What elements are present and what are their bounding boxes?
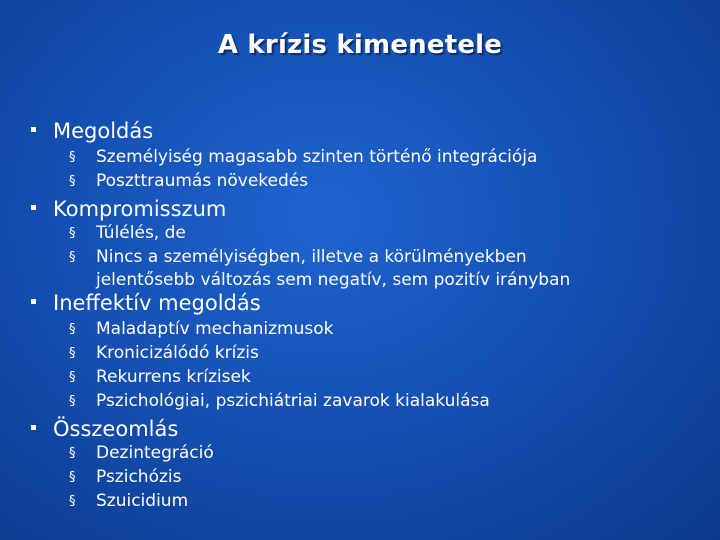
sub-bullet-text: Pszichózis bbox=[96, 467, 182, 487]
bullet-label: Összeomlás bbox=[53, 417, 179, 441]
bullet-label: Megoldás bbox=[53, 119, 154, 143]
sub-bullet-text: Poszttraumás növekedés bbox=[96, 171, 309, 191]
sub-bullet bbox=[69, 466, 182, 489]
section-sign-bullet-icon: § bbox=[69, 150, 76, 165]
sub-bullet bbox=[69, 246, 571, 292]
slide-title: A krízis kimenetele bbox=[217, 30, 503, 60]
bullet-label: Kompromisszum bbox=[53, 197, 227, 221]
section-sign-bullet-icon: § bbox=[69, 346, 76, 361]
sub-bullet-text: Pszichológiai, pszichiátriai zavarok kialakulása bbox=[96, 391, 490, 411]
square-bullet-icon bbox=[31, 127, 36, 132]
square-bullet-icon bbox=[31, 425, 36, 430]
sub-bullet bbox=[69, 318, 334, 341]
square-bullet-icon bbox=[31, 299, 36, 304]
sub-bullet-text: Maladaptív mechanizmusok bbox=[96, 319, 334, 339]
section-sign-bullet-icon: § bbox=[69, 494, 76, 509]
bullet-kompromisszum bbox=[53, 196, 226, 222]
bullet-megoldas bbox=[53, 118, 153, 144]
section-sign-bullet-icon: § bbox=[69, 470, 76, 485]
bullet-label: Ineffektív megoldás bbox=[53, 291, 261, 315]
section-sign-bullet-icon: § bbox=[69, 370, 76, 385]
sub-bullet-text: Szuicidium bbox=[96, 491, 189, 511]
square-bullet-icon bbox=[31, 205, 36, 210]
sub-bullet bbox=[69, 390, 490, 413]
sub-bullet bbox=[69, 170, 309, 193]
section-sign-bullet-icon: § bbox=[69, 174, 76, 189]
sub-bullet bbox=[69, 490, 189, 513]
sub-bullet bbox=[69, 366, 251, 389]
sub-bullet-text-continuation: jelentősebb változás sem negatív, sem pozitív irányban bbox=[96, 270, 571, 290]
sub-bullet bbox=[69, 146, 538, 169]
sub-bullet-text: Kronicizálódó krízis bbox=[96, 343, 259, 363]
sub-bullet bbox=[69, 342, 259, 365]
sub-bullet-text: Nincs a személyiségben, illetve a körülményekben bbox=[96, 247, 527, 267]
bullet-osszeomlas bbox=[53, 416, 178, 442]
sub-bullet-text: Személyiség magasabb szinten történő integrációja bbox=[96, 147, 538, 167]
bullet-ineffektiv-megoldas bbox=[53, 290, 261, 316]
section-sign-bullet-icon: § bbox=[69, 394, 76, 409]
section-sign-bullet-icon: § bbox=[69, 322, 76, 337]
section-sign-bullet-icon: § bbox=[69, 226, 76, 241]
sub-bullet bbox=[69, 442, 214, 465]
sub-bullet-text: Dezintegráció bbox=[96, 443, 214, 463]
section-sign-bullet-icon: § bbox=[69, 250, 76, 265]
sub-bullet bbox=[69, 222, 186, 245]
section-sign-bullet-icon: § bbox=[69, 446, 76, 461]
sub-bullet-text: Rekurrens krízisek bbox=[96, 367, 251, 387]
sub-bullet-text: Túlélés, de bbox=[96, 223, 186, 243]
